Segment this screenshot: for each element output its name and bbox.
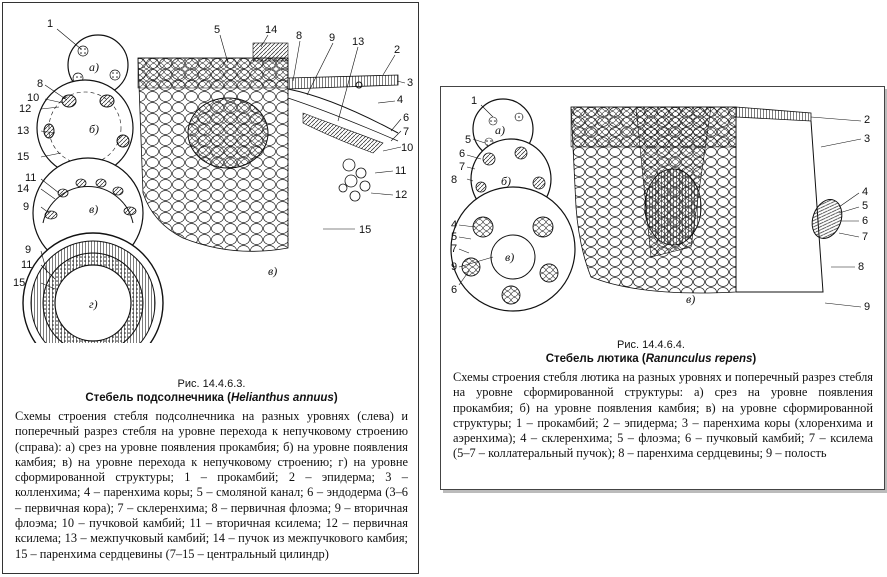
figure-number: Рис. 14.4.6.4. (617, 339, 685, 351)
label-9: 9 (23, 201, 30, 213)
label-7b: 7 (451, 243, 458, 255)
label-8: 8 (37, 78, 44, 90)
figure-title: Стебель лютика (Ranunculus repens) (545, 353, 757, 365)
buttercup-stem-drawing (441, 87, 886, 317)
label-9b: 9 (25, 244, 32, 256)
label-4c: 4 (862, 186, 869, 198)
sublabel-v: в) (505, 250, 515, 264)
label-10: 10 (27, 92, 40, 104)
label-8c: 8 (858, 261, 865, 273)
label-7c: 7 (862, 231, 869, 243)
label-6b: 6 (451, 284, 458, 296)
label-8: 8 (451, 174, 458, 186)
figure-caption: Схемы строения стебля лютика на разных уровнях и поперечный разрез стебля на уровне сформированной структуры: а) срез на уровне появления прокамбия; б) на уровне появления камбия; в) на уровне сформированной структуры; 1 – прокамбий; 2 – эпидерма; 3 – паренхима коры (хлоренхима и аэренхима); 4 – склеренхима; 5 – флоэма; 6 – пучковый камбий; 7 – ксилема (5–7 – коллатеральный пучок); 8 – паренхима сердцевины; 9 – полость (453, 370, 873, 461)
label-15c: 15 (359, 224, 372, 236)
label-10c: 10 (401, 142, 414, 154)
sublabel-v-section: в) (268, 264, 278, 278)
diagram-stage-g (23, 233, 163, 343)
label-8c: 8 (296, 30, 303, 42)
label-7: 7 (403, 126, 410, 138)
sublabel-v-section: в) (686, 292, 696, 306)
label-11c: 11 (395, 165, 407, 177)
label-4: 4 (397, 94, 404, 106)
label-3: 3 (407, 77, 414, 89)
sublabel-b: б) (501, 174, 512, 188)
label-6c: 6 (862, 215, 869, 227)
label-6: 6 (459, 148, 466, 160)
label-3: 3 (864, 133, 871, 145)
figure-number: Рис. 14.4.6.3. (177, 378, 246, 390)
label-1: 1 (47, 18, 54, 30)
sunflower-stem-drawing (3, 3, 420, 343)
label-14c: 14 (265, 24, 278, 36)
label-14: 14 (17, 183, 30, 195)
sublabel-g: г) (89, 297, 98, 311)
label-9c: 9 (329, 32, 336, 44)
buttercup-figure-panel (440, 86, 885, 490)
sublabel-b: б) (89, 122, 100, 136)
sunflower-figure-panel (2, 2, 419, 574)
label-12c: 12 (395, 189, 408, 201)
label-4: 4 (451, 219, 458, 231)
sublabel-a: а) (495, 123, 505, 137)
label-5c: 5 (862, 200, 869, 212)
label-9c: 9 (864, 301, 871, 313)
label-13c: 13 (352, 36, 365, 48)
label-7: 7 (459, 161, 466, 173)
diagram-stage-v (451, 187, 575, 311)
label-15b: 15 (13, 277, 26, 289)
label-2: 2 (394, 44, 401, 56)
label-13: 13 (17, 125, 30, 137)
label-5: 5 (465, 134, 472, 146)
label-11b: 11 (21, 259, 33, 271)
sublabel-a: а) (89, 60, 99, 74)
label-9b: 9 (451, 261, 458, 273)
label-2: 2 (864, 114, 871, 126)
diagram-cross-section (571, 107, 847, 293)
label-5: 5 (214, 24, 221, 36)
label-11: 11 (25, 172, 37, 184)
label-6: 6 (403, 112, 410, 124)
label-5b: 5 (451, 231, 458, 243)
figure-title: Стебель подсолнечника (Helianthus annuus) (85, 392, 338, 404)
label-1: 1 (471, 95, 478, 107)
figure-caption: Схемы строения стебля подсолнечника на разных уровнях (слева) и поперечный разрез стебля на уровне перехода к непучковому строению (справа): а) срез на уровне появления прокамбия; б) на уровне появления камбия; в) на уровне перехода к непучковому строению; г) на уровне сформированной структуры; 1 – прокамбий; 2 – эпидерма; 3 – колленхима; 4 – паренхима коры; 5 – смоляной канал; 6 – эндодерма (3–6 – первичная кора); 7 – склеренхима; 8 – первичная флоэма; 9 – вторичная флоэма; 10 – пучковой камбий; 11 – вторичная ксилема; 12 – первичная ксилема; 13 – межпучковый камбий; 14 – пучок из межпучкового камбия; 15 – паренхима сердцевины (7–15 – центральный цилиндр) (15, 409, 408, 561)
label-15: 15 (17, 151, 30, 163)
sublabel-v: в) (89, 202, 99, 216)
label-12: 12 (19, 103, 32, 115)
